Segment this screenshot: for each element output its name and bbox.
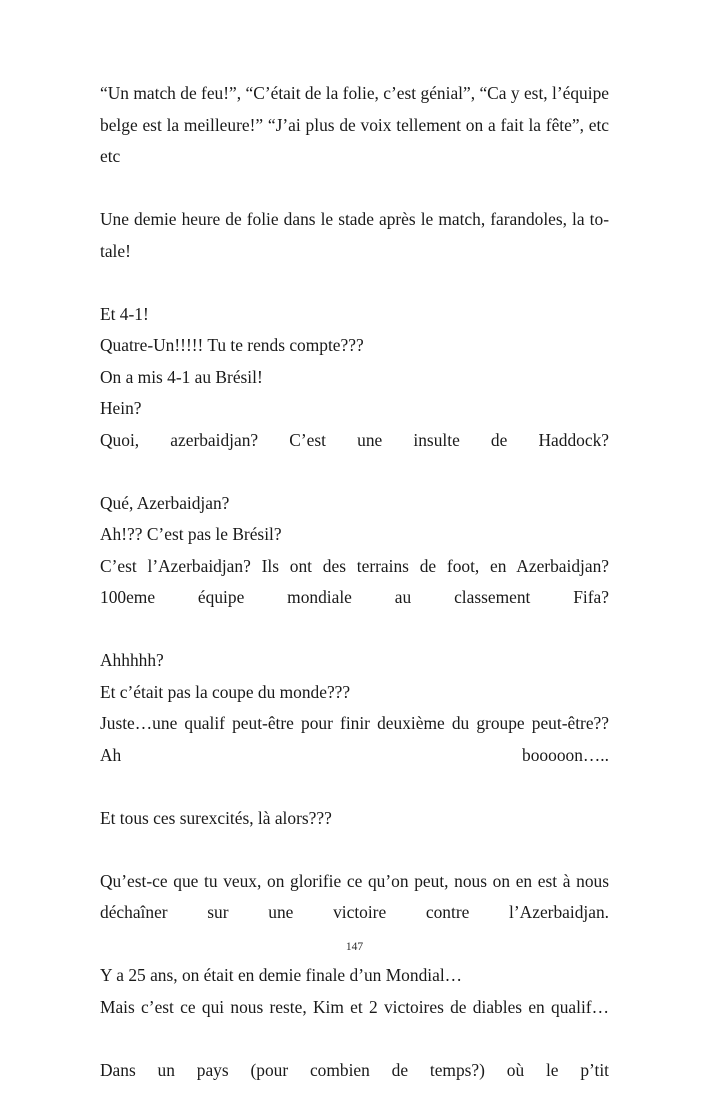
paragraph: Dans un pays (pour combien de temps?) où le p’tit	[100, 1059, 609, 1080]
paragraph: Ahhhhh?	[100, 650, 164, 670]
paragraph: Quatre-Un!!!!! Tu te rends compte???	[100, 335, 364, 355]
paragraph: Une demie heure de folie dans le stade après le match, farandoles, la to-tale!	[100, 209, 609, 261]
paragraph: C’est l’Azerbaidjan? Ils ont des terrains de foot, en Azerbaidjan? 100eme équipe mondiale au classement Fifa?	[100, 555, 609, 607]
paragraph: Mais c’est ce qui nous reste, Kim et 2 victoires de diables en qualif…	[100, 996, 609, 1017]
paragraph: Hein?	[100, 398, 142, 418]
paragraph: Quoi, azerbaidjan? C’est une insulte de Haddock?	[100, 429, 609, 450]
paragraph: Y a 25 ans, on était en demie finale d’un Mondial…	[100, 965, 463, 985]
paragraph-spacer	[100, 834, 609, 866]
paragraph: Et c’était pas la coupe du monde???	[100, 681, 351, 702]
paragraph: Ah!?? C’est pas le Brésil?	[100, 524, 282, 544]
paragraph: Et tous ces surexcités, là alors???	[100, 807, 332, 828]
paragraph: Et 4-1!	[100, 303, 149, 324]
paragraph: “Un match de feu!”, “C’était de la folie, c’est génial”, “Ca y est, l’équipe belge est la meilleure!” “J’ai plus de voix tellement on a fait la fête”, etc etc	[100, 83, 609, 166]
paragraph: Qu’est-ce que tu veux, on glorifie ce qu’on peut, nous on en est à nous déchaîner sur une victoire contre l’Azerbaidjan.	[100, 870, 609, 922]
paragraph: Qué, Azerbaidjan?	[100, 492, 230, 513]
page-number: 147	[345, 941, 364, 953]
paragraph: On a mis 4-1 au Brésil!	[100, 366, 263, 387]
page-text-body	[100, 78, 609, 1118]
paragraph: Juste…une qualif peut-être pour finir deuxième du groupe peut-être?? Ah booooon…..	[100, 713, 609, 765]
